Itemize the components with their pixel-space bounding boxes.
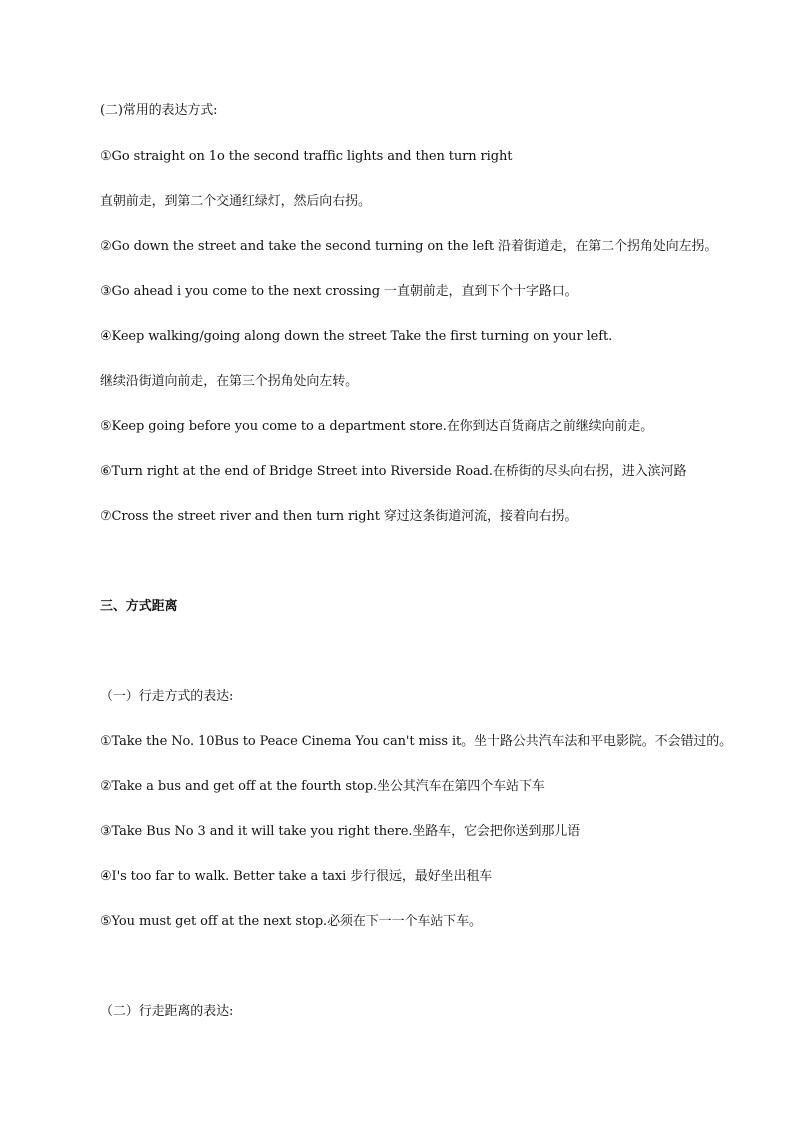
direction-line-2: 直朝前走，到第二个交通红绿灯，然后向右拐。	[100, 194, 371, 209]
travel-mode-line-1: ①Take the No. 10Bus to Peace Cinema You can't miss it。坐十路公共汽车法和平电影院。不会错过的。	[100, 734, 733, 749]
section-three-title: 三、方式距离	[100, 599, 178, 614]
direction-line-7: ⑤Keep going before you come to a department store.在你到达百货商店之前继续向前走。	[100, 419, 654, 434]
direction-line-3: ②Go down the street and take the second turning on the left 沿着街道走，在第二个拐角处向左拐。	[100, 239, 718, 254]
travel-mode-title: （一）行走方式的表达:	[100, 689, 234, 704]
travel-mode-line-4: ④I's too far to walk. Better take a taxi 步行很远，最好坐出租车	[100, 869, 493, 884]
direction-line-6: 继续沿街道向前走，在第三个拐角处向左转。	[100, 374, 359, 389]
direction-line-9: ⑦Cross the street river and then turn right 穿过这条街道河流，接着向右拐。	[100, 509, 578, 524]
travel-mode-line-2: ②Take a bus and get off at the fourth stop.坐公其汽车在第四个车站下车	[100, 779, 545, 794]
travel-mode-line-5: ⑤You must get off at the next stop.必须在下一一个车站下车。	[100, 914, 482, 929]
section-two-title: (二)常用的表达方式:	[100, 103, 218, 118]
direction-line-8: ⑥Turn right at the end of Bridge Street into Riverside Road.在桥街的尽头向右拐，进入滨河路	[100, 464, 687, 479]
distance-title: （二）行走距离的表达:	[100, 1004, 234, 1019]
direction-line-1: ①Go straight on 1o the second traffic lights and then turn right	[100, 149, 513, 164]
direction-line-5: ④Keep walking/going along down the street Take the first turning on your left.	[100, 329, 613, 344]
direction-line-4: ③Go ahead i you come to the next crossing 一直朝前走，直到下个十字路口。	[100, 284, 578, 299]
travel-mode-line-3: ③Take Bus No 3 and it will take you right there.坐路车，它会把你送到那儿语	[100, 824, 581, 839]
